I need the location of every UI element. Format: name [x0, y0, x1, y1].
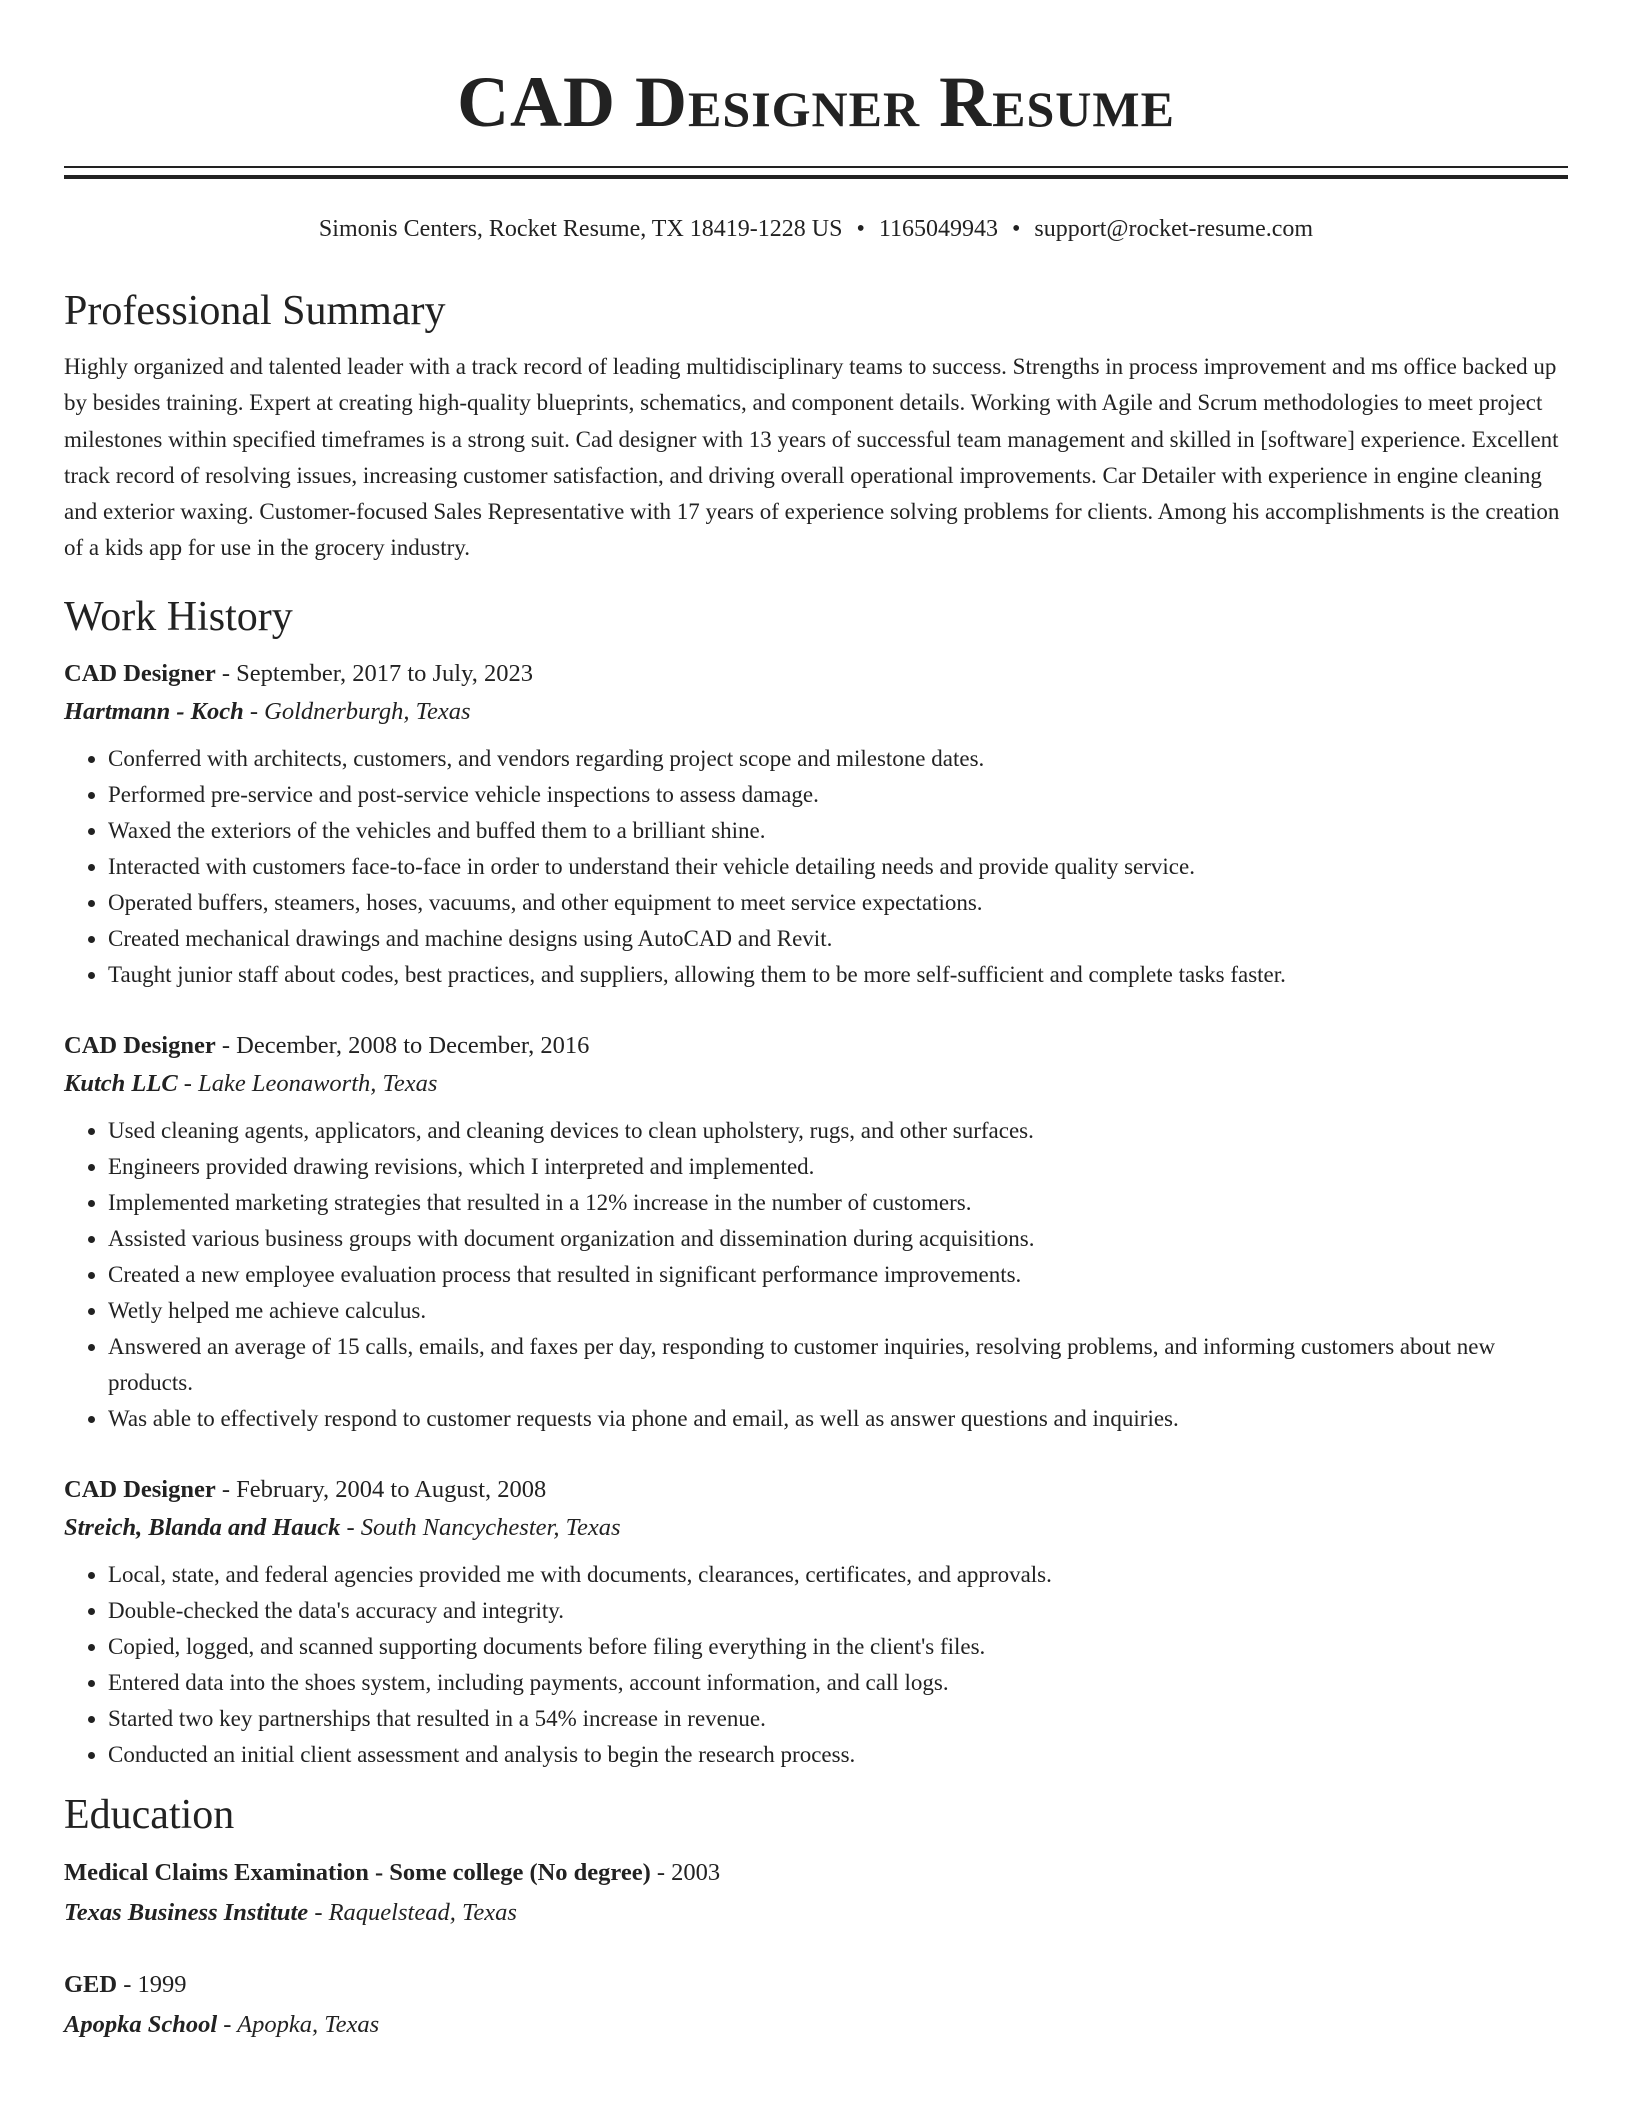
job-bullet: • Copied, logged, and scanned supporting documents before filing everything in the client's files. [108, 1629, 1568, 1665]
job-entry [64, 1027, 1568, 1437]
job-bullet: • Started two key partnerships that resulted in a 54% increase in revenue. [108, 1701, 1568, 1737]
job-location: - South Nancychester, Texas [340, 1513, 621, 1541]
job-bullet: • Conferred with architects, customers, and vendors regarding project scope and milestone dates. [108, 741, 1568, 777]
job-bullet: • Used cleaning agents, applicators, and cleaning devices to clean upholstery, rugs, and other surfaces. [108, 1113, 1568, 1149]
education-school: Texas Business Institute [64, 1898, 309, 1926]
job-location: - Lake Leonaworth, Texas [177, 1069, 438, 1097]
job-bullet: • Entered data into the shoes system, including payments, account information, and call logs. [108, 1665, 1568, 1701]
job-company: Kutch LLC [64, 1069, 178, 1097]
job-dates: - February, 2004 to August, 2008 [215, 1475, 547, 1503]
contact-phone: 1165049943 [878, 216, 998, 242]
job-dates: - December, 2008 to December, 2016 [215, 1031, 590, 1059]
job-title: CAD Designer [64, 1031, 216, 1059]
education-year: - 1999 [117, 1970, 187, 1998]
education-degree: GED [64, 1970, 118, 1998]
job-location: - Goldnerburgh, Texas [243, 697, 471, 725]
education-header [64, 1965, 1568, 2005]
job-bullets [64, 1557, 1568, 1773]
job-bullet: • Answered an average of 15 calls, emails, and faxes per day, responding to customer inquiries, resolving problems, and informing customers about new products. [108, 1329, 1568, 1401]
job-company-line [64, 1509, 1568, 1547]
education-year: - 2003 [650, 1858, 721, 1886]
education-school-line [64, 2005, 1568, 2045]
education-entry [64, 1965, 1568, 2045]
job-bullet: • Taught junior staff about codes, best practices, and suppliers, allowing them to be more self-sufficient and complete tasks faster. [108, 957, 1568, 993]
summary-text: Highly organized and talented leader with a track record of leading multidisciplinary teams to success. Strengths in process improvement and ms office backed up by besides training. Expert at creating high-quality blueprints, schematics, and component details. Working with Agile and Scrum methodologies to meet project milestones within specified timeframes is a strong suit. Cad designer with 13 years of successful team management and skilled in [software] experience. Excellent track record of resolving issues, increasing customer satisfaction, and driving overall operational improvements. Car Detailer with experience in engine cleaning and exterior waxing. Customer-focused Sales Representative with 17 years of experience solving problems for clients. Among his accomplishments is the creation of a kids app for use in the grocery industry. [64, 354, 1560, 561]
education-location: - Raquelstead, Texas [308, 1898, 517, 1926]
job-bullet: • Assisted various business groups with document organization and dissemination during acquisitions. [108, 1221, 1568, 1257]
contact-separator: • [856, 216, 865, 242]
education-degree: Medical Claims Examination - Some college (No degree) [64, 1858, 651, 1886]
work-history-heading: Work History [64, 593, 293, 640]
job-title: CAD Designer [64, 1475, 216, 1503]
job-bullet: • Interacted with customers face-to-face in order to understand their vehicle detailing needs and provide quality service. [108, 849, 1568, 885]
education-school: Apopka School [64, 2010, 218, 2038]
job-bullet: • Double-checked the data's accuracy and integrity. [108, 1593, 1568, 1629]
job-header [64, 1027, 1568, 1065]
job-bullet: • Performed pre-service and post-service vehicle inspections to assess damage. [108, 777, 1568, 813]
job-dates: - September, 2017 to July, 2023 [215, 659, 534, 687]
job-bullets [64, 741, 1568, 993]
title-divider-thin [64, 166, 1568, 168]
resume-title: CAD Designer Resume [457, 62, 1175, 142]
job-title: CAD Designer [64, 659, 216, 687]
job-company-line [64, 693, 1568, 731]
job-entry [64, 1471, 1568, 1773]
education-school-line [64, 1893, 1568, 1933]
job-bullet: • Implemented marketing strategies that resulted in a 12% increase in the number of customers. [108, 1185, 1568, 1221]
job-bullet: • Created mechanical drawings and machine designs using AutoCAD and Revit. [108, 921, 1568, 957]
job-company-line [64, 1065, 1568, 1103]
contact-separator: • [1011, 216, 1021, 242]
job-bullet: • Engineers provided drawing revisions, which I interpreted and implemented. [108, 1149, 1568, 1185]
education-header [64, 1853, 1568, 1893]
job-bullet: • Was able to effectively respond to customer requests via phone and email, as well as answer questions and inquiries. [108, 1401, 1568, 1437]
job-header [64, 1471, 1568, 1509]
job-entry [64, 655, 1568, 993]
contact-email: support@rocket-resume.com [1034, 216, 1314, 242]
education-heading: Education [64, 1791, 235, 1838]
job-bullet: • Conducted an initial client assessment and analysis to begin the research process. [108, 1737, 1568, 1773]
education-location: - Apopka, Texas [217, 2010, 380, 2038]
job-company: Streich, Blanda and Hauck [64, 1513, 341, 1541]
title-divider-thick [64, 175, 1568, 179]
job-bullets [64, 1113, 1568, 1437]
summary-heading: Professional Summary [64, 288, 446, 334]
job-bullet: • Created a new employee evaluation process that resulted in significant performance improvements. [108, 1257, 1568, 1293]
job-bullet: • Operated buffers, steamers, hoses, vacuums, and other equipment to meet service expectations. [108, 885, 1568, 921]
job-company: Hartmann - Koch [64, 697, 244, 725]
contact-address: Simonis Centers, Rocket Resume, TX 18419-1228 US [318, 216, 843, 242]
job-bullet: • Waxed the exteriors of the vehicles and buffed them to a brilliant shine. [108, 813, 1568, 849]
job-bullet: • Local, state, and federal agencies provided me with documents, clearances, certificates, and approvals. [108, 1557, 1568, 1593]
job-bullet: • Wetly helped me achieve calculus. [108, 1293, 1568, 1329]
job-header [64, 655, 1568, 693]
contact-line [64, 213, 1568, 245]
education-entry [64, 1853, 1568, 1933]
